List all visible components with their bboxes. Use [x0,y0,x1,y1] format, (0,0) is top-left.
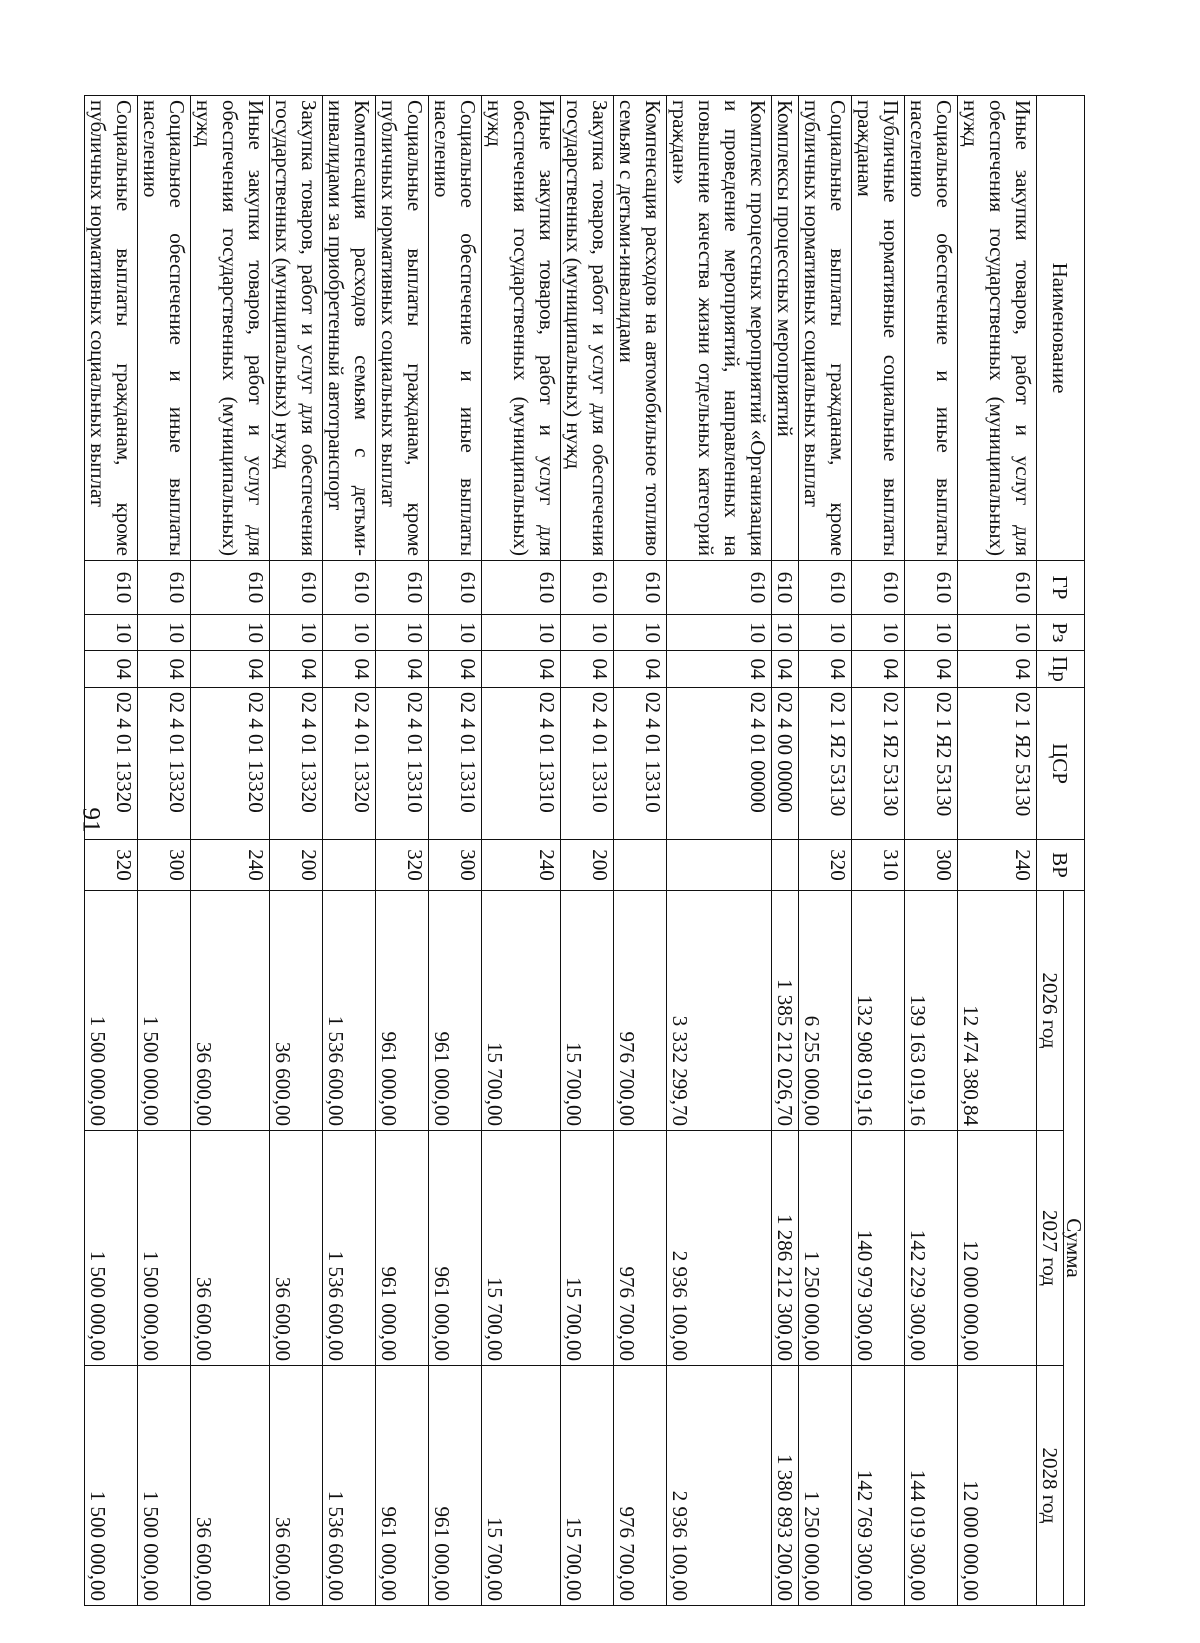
table-row [482,96,561,1606]
row-2027-cell: 36 600,00 [191,1131,270,1366]
table-row [905,96,958,1606]
row-2027-cell: 2 936 100,00 [667,1131,772,1366]
row-2026-cell: 139 163 019,16 [905,891,958,1131]
row-pr-cell: 04 [191,651,270,688]
row-name-cell: Социальное обеспечение и иные выплаты населению [429,96,482,561]
row-2026-cell: 6 255 000,00 [799,891,852,1131]
row-vr-cell: 240 [482,840,561,891]
table-row [799,96,852,1606]
row-pr-cell: 04 [958,651,1037,688]
table-row [667,96,772,1606]
row-pr-cell: 04 [772,651,799,688]
row-name-cell: Иные закупки товаров, работ и услуг для обеспечения государственных (муниципальных) нужд [191,96,270,561]
row-gr-cell: 610 [376,561,429,615]
page-number: 91 [77,807,105,833]
header-vr: ВР [1037,840,1085,891]
row-pr-cell: 04 [85,651,138,688]
row-2028-cell: 1 500 000,00 [85,1366,138,1606]
row-vr-cell: 300 [429,840,482,891]
row-gr-cell: 610 [614,561,667,615]
row-gr-cell: 610 [270,561,323,615]
row-csr-cell: 02 4 01 13310 [482,688,561,840]
row-rz-cell: 10 [482,615,561,651]
row-rz-cell: 10 [270,615,323,651]
row-2028-cell: 2 936 100,00 [667,1366,772,1606]
row-2027-cell: 1 250 000,00 [799,1131,852,1366]
row-pr-cell: 04 [138,651,191,688]
row-2026-cell: 1 385 212 026,70 [772,891,799,1131]
table-row [270,96,323,1606]
header-name: Наименование [1037,96,1085,561]
table-row [561,96,614,1606]
row-csr-cell: 02 1 Я2 53130 [905,688,958,840]
row-2026-cell: 961 000,00 [429,891,482,1131]
row-gr-cell: 610 [772,561,799,615]
row-vr-cell: 310 [852,840,905,891]
row-gr-cell: 610 [482,561,561,615]
row-pr-cell: 04 [905,651,958,688]
table-body [85,96,1037,1606]
row-2028-cell: 1 536 600,00 [323,1366,376,1606]
row-gr-cell: 610 [799,561,852,615]
row-2026-cell: 961 000,00 [376,891,429,1131]
row-2027-cell: 976 700,00 [614,1131,667,1366]
row-2026-cell: 3 332 299,70 [667,891,772,1131]
table-row [376,96,429,1606]
row-pr-cell: 04 [667,651,772,688]
row-pr-cell: 04 [429,651,482,688]
row-rz-cell: 10 [905,615,958,651]
row-pr-cell: 04 [482,651,561,688]
row-name-cell: Иные закупки товаров, работ и услуг для обеспечения государственных (муниципальных) нужд [482,96,561,561]
row-gr-cell: 610 [138,561,191,615]
table-row [191,96,270,1606]
row-name-cell: Компенсация расходов семьям с детьми-инвалидами за приобретенный автотранспорт [323,96,376,561]
row-vr-cell: 240 [191,840,270,891]
header-2027: 2027 год [1037,1131,1064,1366]
row-name-cell: Социальные выплаты гражданам, кроме публичных нормативных социальных выплат [799,96,852,561]
row-csr-cell: 02 4 01 13310 [376,688,429,840]
row-rz-cell: 10 [376,615,429,651]
row-csr-cell: 02 4 00 00000 [772,688,799,840]
row-csr-cell: 02 4 01 13320 [85,688,138,840]
row-2028-cell: 12 000 000,00 [958,1366,1037,1606]
row-name-cell: Комплексы процессных мероприятий [772,96,799,561]
header-pr: Пр [1037,651,1085,688]
row-csr-cell: 02 4 01 13320 [191,688,270,840]
row-2026-cell: 976 700,00 [614,891,667,1131]
row-rz-cell: 10 [852,615,905,651]
table-row [429,96,482,1606]
row-csr-cell: 02 4 01 13310 [429,688,482,840]
row-vr-cell: 200 [561,840,614,891]
header-csr: ЦСР [1037,688,1085,840]
row-rz-cell: 10 [614,615,667,651]
row-2027-cell: 12 000 000,00 [958,1131,1037,1366]
row-2028-cell: 142 769 300,00 [852,1366,905,1606]
row-2027-cell: 15 700,00 [561,1131,614,1366]
row-vr-cell: 320 [799,840,852,891]
row-gr-cell: 610 [561,561,614,615]
row-vr-cell [323,840,376,891]
table-row [958,96,1037,1606]
row-vr-cell: 300 [138,840,191,891]
row-name-cell: Закупка товаров, работ и услуг для обеспечения государственных (муниципальных) нужд [270,96,323,561]
row-2028-cell: 1 250 000,00 [799,1366,852,1606]
row-2026-cell: 12 474 380,84 [958,891,1037,1131]
row-2027-cell: 140 979 300,00 [852,1131,905,1366]
row-vr-cell: 240 [958,840,1037,891]
row-2027-cell: 1 500 000,00 [138,1131,191,1366]
row-2028-cell: 15 700,00 [482,1366,561,1606]
table-row [852,96,905,1606]
row-2026-cell: 1 500 000,00 [138,891,191,1131]
header-2028: 2028 год [1037,1366,1064,1606]
row-2026-cell: 1 500 000,00 [85,891,138,1131]
row-gr-cell: 610 [852,561,905,615]
row-2028-cell: 15 700,00 [561,1366,614,1606]
row-csr-cell: 02 4 01 13310 [561,688,614,840]
row-csr-cell: 02 1 Я2 53130 [852,688,905,840]
row-rz-cell: 10 [799,615,852,651]
row-2026-cell: 36 600,00 [270,891,323,1131]
row-pr-cell: 04 [561,651,614,688]
row-2027-cell: 15 700,00 [482,1131,561,1366]
header-gr: ГР [1037,561,1085,615]
row-2027-cell: 1 536 600,00 [323,1131,376,1366]
row-vr-cell: 300 [905,840,958,891]
row-2027-cell: 1 500 000,00 [85,1131,138,1366]
table-row [614,96,667,1606]
row-2026-cell: 15 700,00 [482,891,561,1131]
row-rz-cell: 10 [429,615,482,651]
row-rz-cell: 10 [772,615,799,651]
row-rz-cell: 10 [138,615,191,651]
row-vr-cell: 320 [85,840,138,891]
row-name-cell: Социальное обеспечение и иные выплаты населению [138,96,191,561]
row-pr-cell: 04 [270,651,323,688]
row-name-cell: Социальные выплаты гражданам, кроме публичных нормативных социальных выплат [376,96,429,561]
row-csr-cell: 02 4 01 13320 [323,688,376,840]
row-pr-cell: 04 [852,651,905,688]
row-name-cell: Иные закупки товаров, работ и услуг для обеспечения государственных (муниципальных) нужд [958,96,1037,561]
row-pr-cell: 04 [376,651,429,688]
row-name-cell: Социальные выплаты гражданам, кроме публичных нормативных социальных выплат [85,96,138,561]
row-rz-cell: 10 [667,615,772,651]
row-2027-cell: 961 000,00 [376,1131,429,1366]
row-2028-cell: 36 600,00 [191,1366,270,1606]
row-2027-cell: 36 600,00 [270,1131,323,1366]
row-name-cell: Социальное обеспечение и иные выплаты населению [905,96,958,561]
row-2028-cell: 1 500 000,00 [138,1366,191,1606]
row-vr-cell [614,840,667,891]
row-2028-cell: 144 019 300,00 [905,1366,958,1606]
row-2027-cell: 1 286 212 300,00 [772,1131,799,1366]
row-gr-cell: 610 [323,561,376,615]
row-2026-cell: 132 908 019,16 [852,891,905,1131]
row-csr-cell: 02 4 01 00000 [667,688,772,840]
row-rz-cell: 10 [191,615,270,651]
row-rz-cell: 10 [958,615,1037,651]
row-gr-cell: 610 [667,561,772,615]
row-rz-cell: 10 [323,615,376,651]
row-2027-cell: 142 229 300,00 [905,1131,958,1366]
row-gr-cell: 610 [905,561,958,615]
row-pr-cell: 04 [323,651,376,688]
row-name-cell: Комплекс процессных мероприятий «Организация и проведение мероприятий, направленных на повышение качества жизни отдельных категорий граждан» [667,96,772,561]
header-sum: Сумма [1064,891,1085,1606]
row-2028-cell: 961 000,00 [376,1366,429,1606]
row-2028-cell: 961 000,00 [429,1366,482,1606]
row-gr-cell: 610 [85,561,138,615]
row-pr-cell: 04 [799,651,852,688]
row-vr-cell: 200 [270,840,323,891]
row-name-cell: Публичные нормативные социальные выплаты гражданам [852,96,905,561]
header-rz: Рз [1037,615,1085,651]
row-2027-cell: 961 000,00 [429,1131,482,1366]
row-name-cell: Закупка товаров, работ и услуг для обеспечения государственных (муниципальных) нужд [561,96,614,561]
row-csr-cell: 02 4 01 13320 [270,688,323,840]
row-rz-cell: 10 [85,615,138,651]
row-rz-cell: 10 [561,615,614,651]
table-row [323,96,376,1606]
row-2028-cell: 36 600,00 [270,1366,323,1606]
row-name-cell: Компенсация расходов на автомобильное топливо семьям с детьми-инвалидами [614,96,667,561]
row-csr-cell: 02 4 01 13310 [614,688,667,840]
budget-table [84,95,1085,1606]
header-2026: 2026 год [1037,891,1064,1131]
table-row [138,96,191,1606]
row-vr-cell [667,840,772,891]
row-2028-cell: 976 700,00 [614,1366,667,1606]
row-pr-cell: 04 [614,651,667,688]
row-2026-cell: 1 536 600,00 [323,891,376,1131]
table-row [85,96,138,1606]
row-gr-cell: 610 [429,561,482,615]
row-2026-cell: 15 700,00 [561,891,614,1131]
rotated-table-container [86,95,1086,1605]
row-csr-cell: 02 1 Я2 53130 [799,688,852,840]
row-csr-cell: 02 1 Я2 53130 [958,688,1037,840]
row-csr-cell: 02 4 01 13320 [138,688,191,840]
table-row [772,96,799,1606]
row-vr-cell [772,840,799,891]
row-gr-cell: 610 [191,561,270,615]
row-2026-cell: 36 600,00 [191,891,270,1131]
row-gr-cell: 610 [958,561,1037,615]
row-2028-cell: 1 380 893 200,00 [772,1366,799,1606]
row-vr-cell: 320 [376,840,429,891]
